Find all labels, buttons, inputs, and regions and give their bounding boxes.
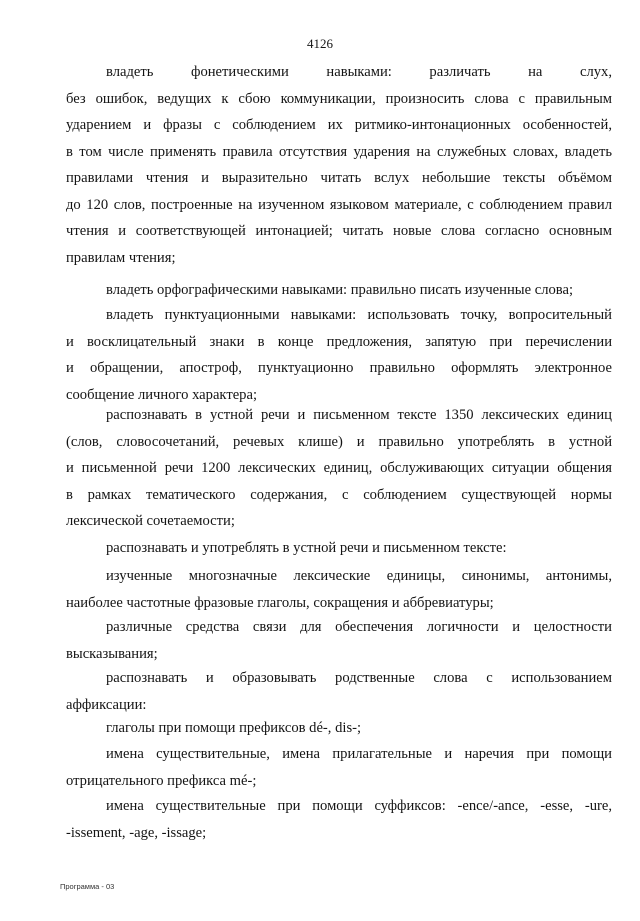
page-footer: Программа - 03 bbox=[60, 882, 115, 891]
paragraph-negative-prefix bbox=[66, 741, 612, 794]
text-line: различные средства связи для обеспечения логичности и целостности bbox=[106, 619, 612, 635]
text-line: аффиксации: bbox=[66, 696, 147, 713]
page-number: 4126 bbox=[307, 36, 333, 51]
text-line: до 120 слов, построенные на изученном языковом материале, с соблюдением правил bbox=[66, 196, 612, 213]
text-line: в рамках тематического содержания, с соблюдением существующей нормы bbox=[66, 486, 612, 503]
text-line: ударением и фразы с соблюдением их ритмико-интонационных особенностей, bbox=[66, 117, 612, 133]
text-line: имена существительные при помощи суффиксов: -ence/-ance, -esse, -ure, bbox=[106, 798, 612, 814]
text-line: владеть фонетическими навыками: различать на слух, bbox=[106, 64, 612, 80]
text-line: без ошибок, ведущих к сбою коммуникации, произносить слова с правильным bbox=[66, 90, 612, 107]
text-line: высказывания; bbox=[66, 645, 158, 662]
text-line: глаголы при помощи префиксов dé-, dis-; bbox=[106, 720, 362, 736]
text-line: владеть пунктуационными навыками: использовать точку, вопросительный bbox=[106, 307, 612, 323]
text-line: сообщение личного характера; bbox=[66, 386, 258, 403]
text-line: отрицательного префикса mé-; bbox=[66, 772, 257, 789]
paragraph-derivation bbox=[66, 665, 612, 718]
text-line: распознавать и образовывать родственные слова с использованием bbox=[106, 670, 612, 686]
paragraph-orthographic-skills bbox=[66, 277, 612, 304]
text-line: распознавать и употреблять в устной речи и письменном тексте: bbox=[106, 540, 507, 556]
paragraph-coherence-means bbox=[66, 614, 612, 667]
text-line: владеть орфографическими навыками: правильно писать изученные слова; bbox=[106, 282, 573, 298]
paragraph-lexical-units bbox=[66, 402, 612, 535]
text-line: и обращении, апостроф, пунктуационно правильно оформлять электронное bbox=[66, 360, 612, 376]
text-line: лексической сочетаемости; bbox=[66, 513, 235, 529]
text-line: -issement, -age, -issage; bbox=[66, 824, 207, 841]
text-line: чтения и соответствующей интонацией; читать новые слова согласно основным bbox=[66, 223, 612, 239]
paragraph-verb-prefixes bbox=[66, 715, 612, 742]
text-line: имена существительные, имена прилагательные и наречия при помощи bbox=[106, 746, 612, 762]
text-line: правилам чтения; bbox=[66, 249, 176, 266]
paragraph-punctuation-skills bbox=[66, 302, 612, 408]
text-line: и письменной речи 1200 лексических единиц, обслуживающих ситуации общения bbox=[66, 460, 612, 476]
paragraph-phonetic-skills bbox=[66, 59, 612, 271]
paragraph-polysemous-units bbox=[66, 563, 612, 616]
paragraph-noun-suffixes bbox=[66, 793, 612, 846]
text-line: изученные многозначные лексические единицы, синонимы, антонимы, bbox=[106, 568, 612, 584]
text-line: правилами чтения и выразительно читать вслух небольшие тексты объёмом bbox=[66, 170, 612, 186]
paragraph-recognize-use bbox=[66, 535, 612, 562]
text-line: в том числе применять правила отсутствия ударения на служебных словах, владеть bbox=[66, 143, 612, 160]
text-line: (слов, словосочетаний, речевых клише) и правильно употреблять в устной bbox=[66, 433, 612, 450]
text-line: и восклицательный знаки в конце предложения, запятую при перечислении bbox=[66, 333, 612, 350]
text-line: распознавать в устной речи и письменном тексте 1350 лексических единиц bbox=[106, 407, 612, 423]
text-line: наиболее частотные фразовые глаголы, сокращения и аббревиатуры; bbox=[66, 594, 494, 611]
